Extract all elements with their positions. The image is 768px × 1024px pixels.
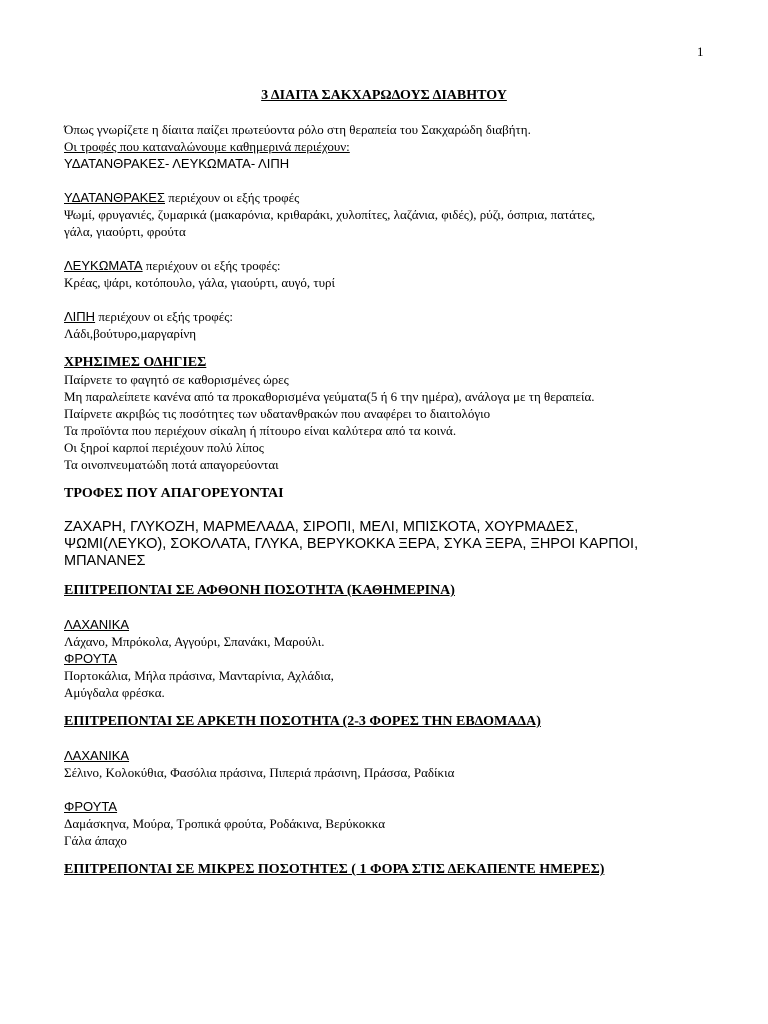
- abundant-fruit-heading: ΦΡΟΥΤΑ: [64, 651, 118, 666]
- moderate-fruit-line-1: Δαμάσκηνα, Μούρα, Τροπικά φρούτα, Ροδάκινα, Βερύκοκκα: [64, 816, 386, 831]
- document-title: 3 ΔΙΑΙΤΑ ΣΑΚΧΑΡΩΔΟΥΣ ΔΙΑΒΗΤΟΥ: [261, 88, 507, 103]
- moderate-fruit-heading: ΦΡΟΥΤΑ: [64, 799, 118, 814]
- forbidden-line-3: ΜΠΑΝΑΝΕΣ: [64, 553, 146, 569]
- carbs-heading: ΥΔΑΤΑΝΘΡΑΚΕΣ: [64, 190, 165, 205]
- proteins-line-1: Κρέας, ψάρι, κοτόπουλο, γάλα, γιαούρτι, αυγό, τυρί: [64, 275, 336, 290]
- proteins-heading-line: [64, 257, 714, 274]
- intro-line-3: ΥΔΑΤΑΝΘΡΑΚΕΣ- ΛΕΥΚΩΜΑΤΑ- ΛΙΠΗ: [64, 156, 290, 171]
- carbs-heading-suffix: περιέχουν οι εξής τροφές: [165, 190, 300, 205]
- forbidden-line-1: ΖΑΧΑΡΗ, ΓΛΥΚΟΖΗ, ΜΑΡΜΕΛΑΔΑ, ΣΙΡΟΠΙ, ΜΕΛΙ, ΜΠΙΣΚΟΤΑ, ΧΟΥΡΜΑΔΕΣ,: [64, 519, 579, 535]
- moderate-veg-line: Σέλινο, Κολοκύθια, Φασόλια πράσινα, Πιπεριά πράσινη, Πράσσα, Ραδίκια: [64, 765, 455, 780]
- abundant-fruit-line-2: Αμύγδαλα φρέσκα.: [64, 685, 165, 700]
- fats-heading: ΛΙΠΗ: [64, 309, 96, 324]
- page-number: 1: [697, 44, 704, 59]
- abundant-veg-line: Λάχανο, Μπρόκολα, Αγγούρι, Σπανάκι, Μαρούλι.: [64, 634, 325, 649]
- forbidden-heading: ΤΡΟΦΕΣ ΠΟΥ ΑΠΑΓΟΡΕΥΟΝΤΑΙ: [64, 486, 284, 501]
- abundant-veg-heading: ΛΑΧΑΝΙΚΑ: [64, 617, 130, 632]
- moderate-fruit-line-2: Γάλα άπαχο: [64, 833, 127, 848]
- proteins-heading: ΛΕΥΚΩΜΑΤΑ: [64, 258, 143, 273]
- intro-line-1: Όπως γνωρίζετε η δίαιτα παίζει πρωτεύοντα ρόλο στη θεραπεία του Σακχαρώδη διαβήτη.: [64, 122, 531, 137]
- tips-heading: ΧΡΗΣΙΜΕΣ ΟΔΗΓΙΕΣ: [64, 355, 207, 370]
- tips-item: Παίρνετε ακριβώς τις ποσότητες των υδατανθρακών που αναφέρει το διαιτολόγιο: [64, 406, 491, 421]
- tips-item: Μη παραλείπετε κανένα από τα προκαθορισμένα γεύματα(5 ή 6 την ημέρα), ανάλογα με τη θεραπεία.: [64, 389, 595, 404]
- forbidden-line-2: ΨΩΜΙ(ΛΕΥΚΟ), ΣΟΚΟΛΑΤΑ, ΓΛΥΚΑ, ΒΕΡΥΚΟΚΚΑ ΞΕΡΑ, ΣΥΚΑ ΞΕΡΑ, ΞΗΡΟΙ ΚΑΡΠΟΙ,: [64, 536, 639, 552]
- tips-item: Τα προϊόντα που περιέχουν σίκαλη ή πίτουρο είναι καλύτερα από τα κοινά.: [64, 423, 457, 438]
- proteins-heading-suffix: περιέχουν οι εξής τροφές:: [142, 258, 281, 273]
- intro-line-2: Οι τροφές που καταναλώνουμε καθημερινά περιέχουν:: [64, 139, 350, 154]
- moderate-heading: ΕΠΙΤΡΕΠΟΝΤΑΙ ΣΕ ΑΡΚΕΤΗ ΠΟΣΟΤΗΤΑ (2-3 ΦΟΡΕΣ ΤΗΝ ΕΒΔΟΜΑΔΑ): [64, 714, 541, 729]
- fats-line-1: Λάδι,βούτυρο,μαργαρίνη: [64, 326, 197, 341]
- moderate-veg-heading: ΛΑΧΑΝΙΚΑ: [64, 748, 130, 763]
- abundant-fruit-line-1: Πορτοκάλια, Μήλα πράσινα, Μανταρίνια, Αχλάδια,: [64, 668, 334, 683]
- fats-heading-suffix: περιέχουν οι εξής τροφές:: [95, 309, 233, 324]
- tips-item: Τα οινοπνευματώδη ποτά απαγορεύονται: [64, 457, 279, 472]
- carbs-line-1: Ψωμί, φρυγανιές, ζυμαρικά (μακαρόνια, κριθαράκι, χυλοπίτες, λαζάνια, φιδές), ρύζι, όσπρια, πατάτες,: [64, 207, 596, 222]
- tips-item: Παίρνετε το φαγητό σε καθορισμένες ώρες: [64, 372, 289, 387]
- carbs-line-2: γάλα, γιαούρτι, φρούτα: [64, 224, 186, 239]
- small-heading: ΕΠΙΤΡΕΠΟΝΤΑΙ ΣΕ ΜΙΚΡΕΣ ΠΟΣΟΤΗΤΕΣ ( 1 ΦΟΡΑ ΣΤΙΣ ΔΕΚΑΠΕΝΤΕ ΗΜΕΡΕΣ): [64, 862, 605, 877]
- abundant-heading: ΕΠΙΤΡΕΠΟΝΤΑΙ ΣΕ ΑΦΘΟΝΗ ΠΟΣΟΤΗΤΑ (ΚΑΘΗΜΕΡΙΝΑ): [64, 583, 455, 598]
- carbs-heading-line: [64, 189, 714, 206]
- tips-item: Οι ξηροί καρποί περιέχουν πολύ λίπος: [64, 440, 264, 455]
- fats-heading-line: [64, 308, 714, 325]
- document-body: [64, 121, 714, 878]
